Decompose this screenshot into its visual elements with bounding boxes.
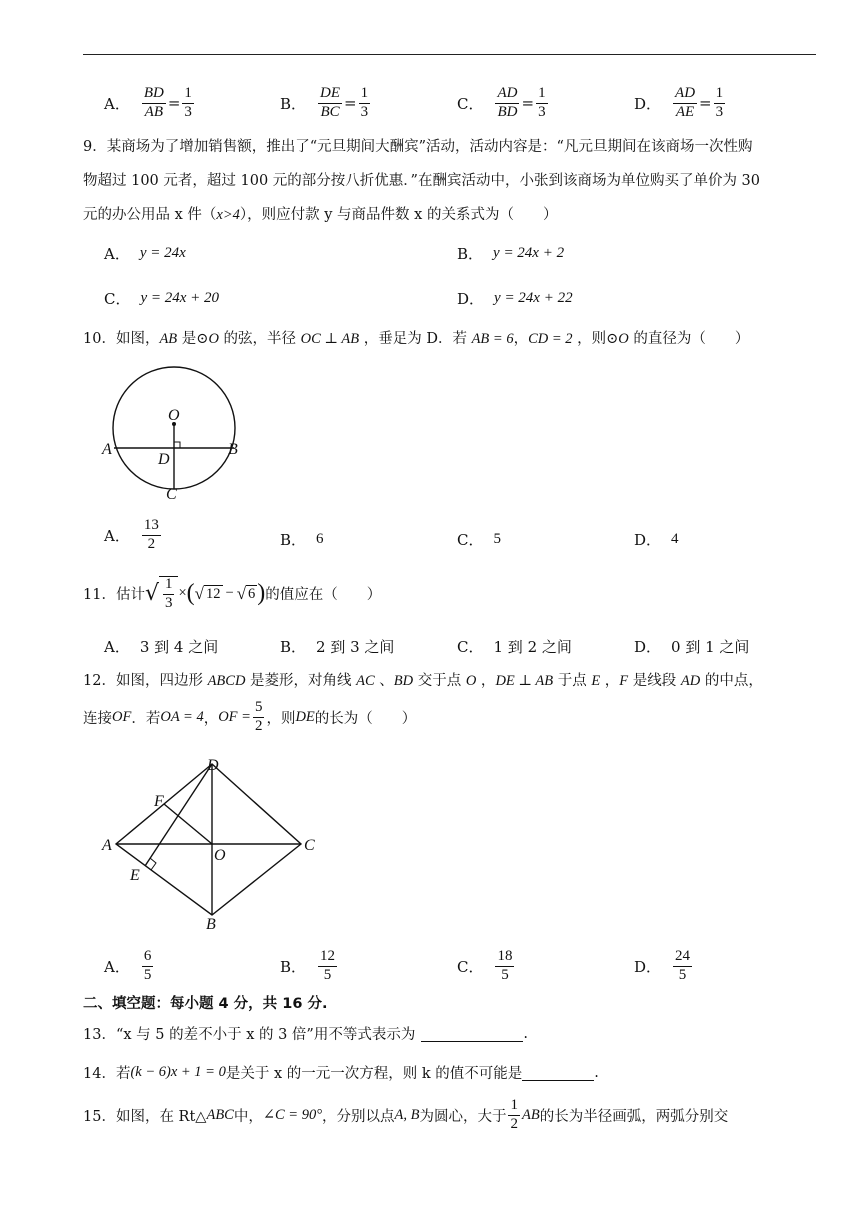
sqrt-one-third: √ $\frac{1}{3}$ xyxy=(145,576,179,612)
fraction: $\frac{1}{3}$ xyxy=(360,85,369,120)
label-d: D xyxy=(158,451,170,468)
option-label: D． xyxy=(634,94,662,113)
fraction: 12 5 xyxy=(320,948,336,983)
q8-option-d[interactable] xyxy=(634,86,727,121)
fraction: $\frac{AD}{AE}$ xyxy=(675,85,696,120)
q9-line-3: 元的办公用品 x 件（x>4），则应付款 y 与商品件数 x 的关系式为（ ） xyxy=(83,207,558,223)
q9-line-2: 物超过 100 元者，超过 100 元的部分按八折优惠．”在酬宾活动中，小张到该商场为单位购买了单价为 30 xyxy=(83,173,761,189)
q12-stem-line-1: 12．如图，四边形 ABCD 是菱形，对角线 AC 、BD 交于点 O ，DE ⊥ AB 于点 E ，F 是线段 AD 的中点， xyxy=(83,673,763,689)
section-2-heading: 二、填空题：每小题 4 分，共 16 分. xyxy=(83,996,328,1012)
option-label: A． xyxy=(104,94,130,113)
q8-option-c[interactable] xyxy=(457,86,550,121)
equals-sign: = xyxy=(521,94,535,113)
q12-option-a[interactable]: A． 6 5 xyxy=(104,948,152,983)
q9-option-b[interactable]: B． y = 24x + 2 xyxy=(457,245,565,263)
fraction: 1 2 xyxy=(510,1097,518,1132)
q9-option-a[interactable]: A． y = 24x xyxy=(104,245,186,263)
fraction: $\frac{AD}{BD}$ xyxy=(497,85,518,120)
q10-option-a[interactable]: A． 13 2 xyxy=(104,517,159,552)
fraction: $\frac{DE}{BC}$ xyxy=(320,85,341,120)
q14-stem: 14．若 (k − 6)x + 1 = 0 是关于 x 的一元一次方程，则 k 的值不可能是 . xyxy=(83,1064,599,1082)
label-e: E xyxy=(130,867,140,884)
q10-option-b[interactable]: B． 6 xyxy=(280,531,324,549)
right-angle-mark xyxy=(150,858,156,870)
fraction: 6 5 xyxy=(143,948,152,983)
q8-option-b[interactable] xyxy=(280,86,372,121)
label-o: O xyxy=(168,407,180,424)
q12-option-b[interactable]: B． 12 5 xyxy=(280,948,336,983)
q13-stem: 13．“x 与 5 的差不小于 x 的 3 倍”用不等式表示为 . xyxy=(83,1025,528,1043)
equals-sign: = xyxy=(167,94,181,113)
sqrt-12: √ 12 xyxy=(194,584,221,604)
q11-option-d[interactable]: D． 0 到 1 之间 xyxy=(634,638,750,656)
label-a: A xyxy=(102,837,112,854)
label-b: B xyxy=(206,916,216,933)
q9-line-1: 9．某商场为了增加销售额，推出了“元旦期间大酬宾”活动，活动内容是：“凡元旦期间在该商场一次性购 xyxy=(83,139,753,155)
label-f: F xyxy=(154,793,164,810)
q12-option-c[interactable]: C． 18 5 xyxy=(457,948,513,983)
q11-option-c[interactable]: C． 1 到 2 之间 xyxy=(457,638,572,656)
fraction: 18 5 xyxy=(497,948,513,983)
equals-sign: = xyxy=(344,94,357,113)
q10-option-d[interactable]: D． 4 xyxy=(634,531,679,549)
q11-stem: 11．估计 √ $\frac{1}{3}$ × ( √ 12 − √ 6 ) 的值应在（ ） xyxy=(83,576,382,611)
label-c: C xyxy=(166,486,177,503)
option-label: B． xyxy=(280,94,307,113)
q11-option-a[interactable]: A． 3 到 4 之间 xyxy=(104,638,219,656)
q13-answer-blank[interactable] xyxy=(421,1025,523,1042)
q12-stem-line-2: 连接 OF ．若 OA = 4 ， OF = $\frac{5}{2}$ ，则 DE 的长为（ ） xyxy=(83,699,417,734)
q8-option-a[interactable] xyxy=(104,86,196,121)
q11-option-b[interactable]: B． 2 到 3 之间 xyxy=(280,638,395,656)
fraction: $\frac{BD}{AB}$ xyxy=(143,85,164,120)
q14-answer-blank[interactable] xyxy=(522,1064,594,1081)
q10-option-c[interactable]: C． 5 xyxy=(457,531,501,549)
q10-stem: 10．如图，AB 是⊙O 的弦，半径 OC ⊥ AB ，垂足为 D．若 AB = 6，CD = 2 ，则⊙O 的直径为（ ） xyxy=(83,331,750,347)
sqrt-6: √ 6 xyxy=(236,584,256,604)
segment-de xyxy=(145,764,212,866)
fraction: $\frac{1}{3}$ xyxy=(715,85,724,120)
rhombus-abcd xyxy=(116,764,301,915)
label-o: O xyxy=(214,847,226,864)
label-d: D xyxy=(207,757,219,774)
q12-rhombus-figure xyxy=(98,752,328,937)
header-rule xyxy=(83,54,816,55)
label-a: A xyxy=(102,441,112,458)
q9-option-d[interactable]: D． y = 24x + 22 xyxy=(457,290,573,308)
q12-option-d[interactable]: D． 24 5 xyxy=(634,948,691,983)
equals-sign: = xyxy=(699,94,712,113)
fraction: $\frac{1}{3}$ xyxy=(184,85,192,120)
fraction: $\frac{1}{3}$ xyxy=(538,85,546,120)
right-angle-mark xyxy=(174,442,180,448)
q15-stem: 15．如图，在 Rt△ ABC 中， ∠C = 90° ，分别以点 A, B 为圆心，大于 1 2 AB 的长为半径画弧，两弧分别交 xyxy=(83,1097,729,1132)
fraction: 24 5 xyxy=(675,948,691,983)
fraction: $\frac{5}{2}$ xyxy=(254,699,263,734)
q10-circle-figure xyxy=(98,360,258,510)
fraction: $\frac{1}{3}$ xyxy=(164,576,173,611)
q9-option-c[interactable]: C． y = 24x + 20 xyxy=(104,290,220,308)
condition: x>4 xyxy=(216,207,240,223)
label-c: C xyxy=(304,837,315,854)
fraction: 13 2 xyxy=(143,517,159,552)
label-b: B xyxy=(228,441,238,458)
segment-of xyxy=(164,804,212,844)
option-label: C． xyxy=(457,94,484,113)
